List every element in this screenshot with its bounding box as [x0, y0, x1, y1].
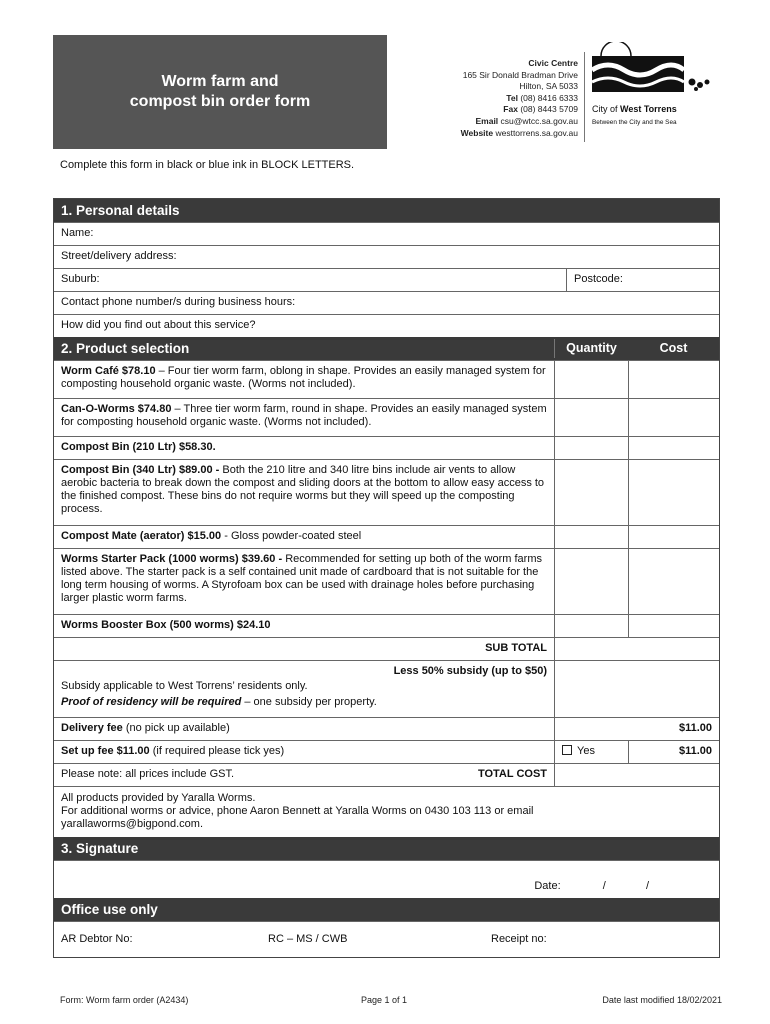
setup-fee-note: (if required please tick yes): [149, 745, 285, 757]
quantity-input[interactable]: [554, 437, 628, 459]
product-row: [54, 614, 719, 637]
delivery-fee-label: Delivery fee: [61, 722, 123, 734]
rc-code-label: RC – MS / CWB: [268, 933, 348, 945]
delivery-fee-cost: $11.00: [554, 718, 719, 740]
subsidy-limit-note: – one subsidy per property.: [241, 696, 377, 708]
footer-date-modified: Date last modified 18/02/2021: [602, 995, 722, 1005]
suburb-label: Suburb:: [61, 273, 100, 285]
footer-form-id: Form: Worm farm order (A2434): [60, 995, 189, 1005]
section-heading: 1. Personal details: [61, 203, 180, 218]
cost-header: Cost: [659, 341, 688, 355]
product-row: [54, 360, 719, 398]
name-field[interactable]: [54, 222, 719, 245]
product-description: – Three tier worm farm, round in shape. Provides an easily managed system for composting household organic waste. (Worms not included).: [61, 403, 547, 428]
street-label: Street/delivery address:: [61, 250, 177, 262]
quantity-input[interactable]: [554, 361, 628, 398]
postcode-label: Postcode:: [574, 273, 623, 285]
cost-input[interactable]: [628, 526, 719, 548]
total-cost-input[interactable]: [554, 764, 719, 786]
subsidy-title: Less 50% subsidy (up to $50): [393, 665, 547, 677]
cost-input[interactable]: [628, 361, 719, 398]
referral-source-field[interactable]: [54, 314, 719, 337]
org-name: Civic Centre: [528, 58, 578, 68]
delivery-fee-note: (no pick up available): [122, 722, 230, 734]
office-use-header: [54, 898, 719, 921]
subsidy-input[interactable]: [554, 661, 719, 717]
setup-fee-row: [54, 740, 719, 763]
date-separator: /: [602, 880, 606, 892]
referral-label: How did you find out about this service?: [61, 319, 256, 331]
quantity-input[interactable]: [554, 526, 628, 548]
footer-page-number: Page 1 of 1: [361, 995, 408, 1005]
product-name: Compost Bin (340 Ltr) $89.00 -: [61, 464, 220, 476]
logo-city-text: City of West Torrens: [592, 104, 677, 114]
subtotal-input[interactable]: [554, 638, 719, 660]
subsidy-row: [54, 660, 719, 717]
signature-header: [54, 837, 719, 860]
form-title-line2: compost bin order form: [129, 93, 311, 110]
cost-input[interactable]: [628, 437, 719, 459]
quantity-input[interactable]: [554, 399, 628, 436]
header-divider: [584, 52, 585, 142]
setup-fee-label: Set up fee $11.00: [61, 745, 150, 757]
quantity-header: Quantity: [554, 339, 628, 358]
gst-note: Please note: all prices include GST.: [61, 768, 235, 780]
email-label: Email: [475, 115, 499, 126]
product-row: [54, 459, 719, 525]
supplier-contact: For additional worms or advice, phone Aaron Bennett at Yaralla Worms on 0430 103 113 or email: [61, 805, 534, 817]
cost-input[interactable]: [628, 615, 719, 637]
form-title-line1: Worm farm and: [161, 73, 279, 90]
supplier-info: All products provided by Yaralla Worms.: [61, 792, 256, 804]
ar-debtor-label: AR Debtor No:: [61, 933, 133, 945]
product-description: - Gloss powder-coated steel: [221, 530, 362, 542]
website-link[interactable]: westtorrens.sa.gov.au: [495, 127, 578, 138]
fax-label: Fax: [503, 104, 518, 115]
quantity-input[interactable]: [554, 549, 628, 614]
fax-value: (08) 8443 5709: [520, 104, 578, 115]
tel-value: (08) 8416 6333: [520, 92, 578, 103]
phone-field[interactable]: [54, 291, 719, 314]
product-selection-header: [54, 337, 719, 360]
product-row: [54, 436, 719, 459]
quantity-input[interactable]: [554, 615, 628, 637]
personal-details-header: [54, 199, 719, 222]
logo-tagline: Between the City and the Sea: [592, 119, 677, 126]
setup-yes-checkbox[interactable]: [554, 741, 628, 763]
name-label: Name:: [61, 227, 94, 239]
setup-yes-label: Yes: [577, 745, 595, 757]
logo-graphic-icon: [590, 42, 720, 102]
supplier-email[interactable]: yarallaworms@bigpond.com.: [61, 818, 204, 830]
postcode-field[interactable]: [566, 269, 719, 291]
date-label: Date:: [534, 880, 561, 892]
section-heading: 3. Signature: [61, 841, 139, 856]
receipt-label: Receipt no:: [491, 933, 547, 945]
checkbox-icon[interactable]: [562, 745, 572, 755]
product-name: Can-O-Worms $74.80: [61, 403, 172, 415]
product-description: – Four tier worm farm, oblong in shape. Provides an easily managed system for composting household organic waste. (Worms not included).: [61, 365, 546, 390]
product-row: [54, 398, 719, 436]
address-line1: 165 Sir Donald Bradman Drive: [462, 69, 578, 80]
product-name: Worms Starter Pack (1000 worms) $39.60 -: [61, 553, 283, 565]
proof-of-residency-note: Proof of residency will be required: [61, 696, 242, 708]
website-label: Website: [460, 127, 494, 138]
product-description: Recommended for setting up both of the worm farms listed above. The starter pack is a self contained unit made of cardboard that is not suitable for the long term housing of worms. A Styrofoam box can be used with drainage holes before purchasing larger plastic worm farms.: [61, 553, 542, 604]
section-heading: Office use only: [61, 902, 158, 917]
instructions-text: Complete this form in black or blue ink in BLOCK LETTERS.: [60, 159, 355, 171]
signature-field[interactable]: [54, 860, 719, 898]
delivery-fee-row: [54, 717, 719, 740]
product-name: Worms Booster Box (500 worms) $24.10: [61, 619, 271, 631]
product-row: [54, 548, 719, 614]
date-separator: /: [645, 880, 649, 892]
setup-fee-cost: $11.00: [628, 741, 719, 763]
subtotal-label: SUB TOTAL: [485, 642, 547, 654]
total-cost-label: TOTAL COST: [477, 768, 547, 780]
cost-input[interactable]: [628, 460, 719, 525]
total-row: [54, 763, 719, 786]
subsidy-note: Subsidy applicable to West Torrens’ residents only.: [61, 680, 308, 692]
contact-details: [430, 58, 578, 139]
phone-label: Contact phone number/s during business hours:: [61, 296, 296, 308]
cost-input[interactable]: [628, 399, 719, 436]
product-name: Compost Mate (aerator) $15.00: [61, 530, 222, 542]
product-description: Both the 210 litre and 340 litre bins include air vents to allow aerobic bacteria to break down the compost and sliding doors at the bottom to allow easy access to the finished compost. These bins do not require worms but they will speed up the composting process.: [61, 464, 545, 515]
email-link[interactable]: csu@wtcc.sa.gov.au: [500, 115, 578, 126]
supplier-info-row: [54, 786, 719, 837]
product-name: Worm Café $78.10: [61, 365, 156, 377]
street-address-field[interactable]: [54, 245, 719, 268]
tel-label: Tel: [506, 92, 518, 103]
suburb-field[interactable]: [54, 269, 566, 291]
council-logo: [590, 42, 720, 132]
cost-input[interactable]: [628, 549, 719, 614]
quantity-input[interactable]: [554, 460, 628, 525]
form-title-banner: [53, 35, 387, 149]
product-name: Compost Bin (210 Ltr) $58.30.: [61, 441, 216, 453]
order-form: [53, 198, 720, 958]
section-heading: 2. Product selection: [61, 341, 190, 356]
product-row: [54, 525, 719, 548]
address-line2: Hilton, SA 5033: [519, 81, 578, 92]
office-use-row: [54, 921, 719, 957]
subtotal-row: [54, 637, 719, 660]
